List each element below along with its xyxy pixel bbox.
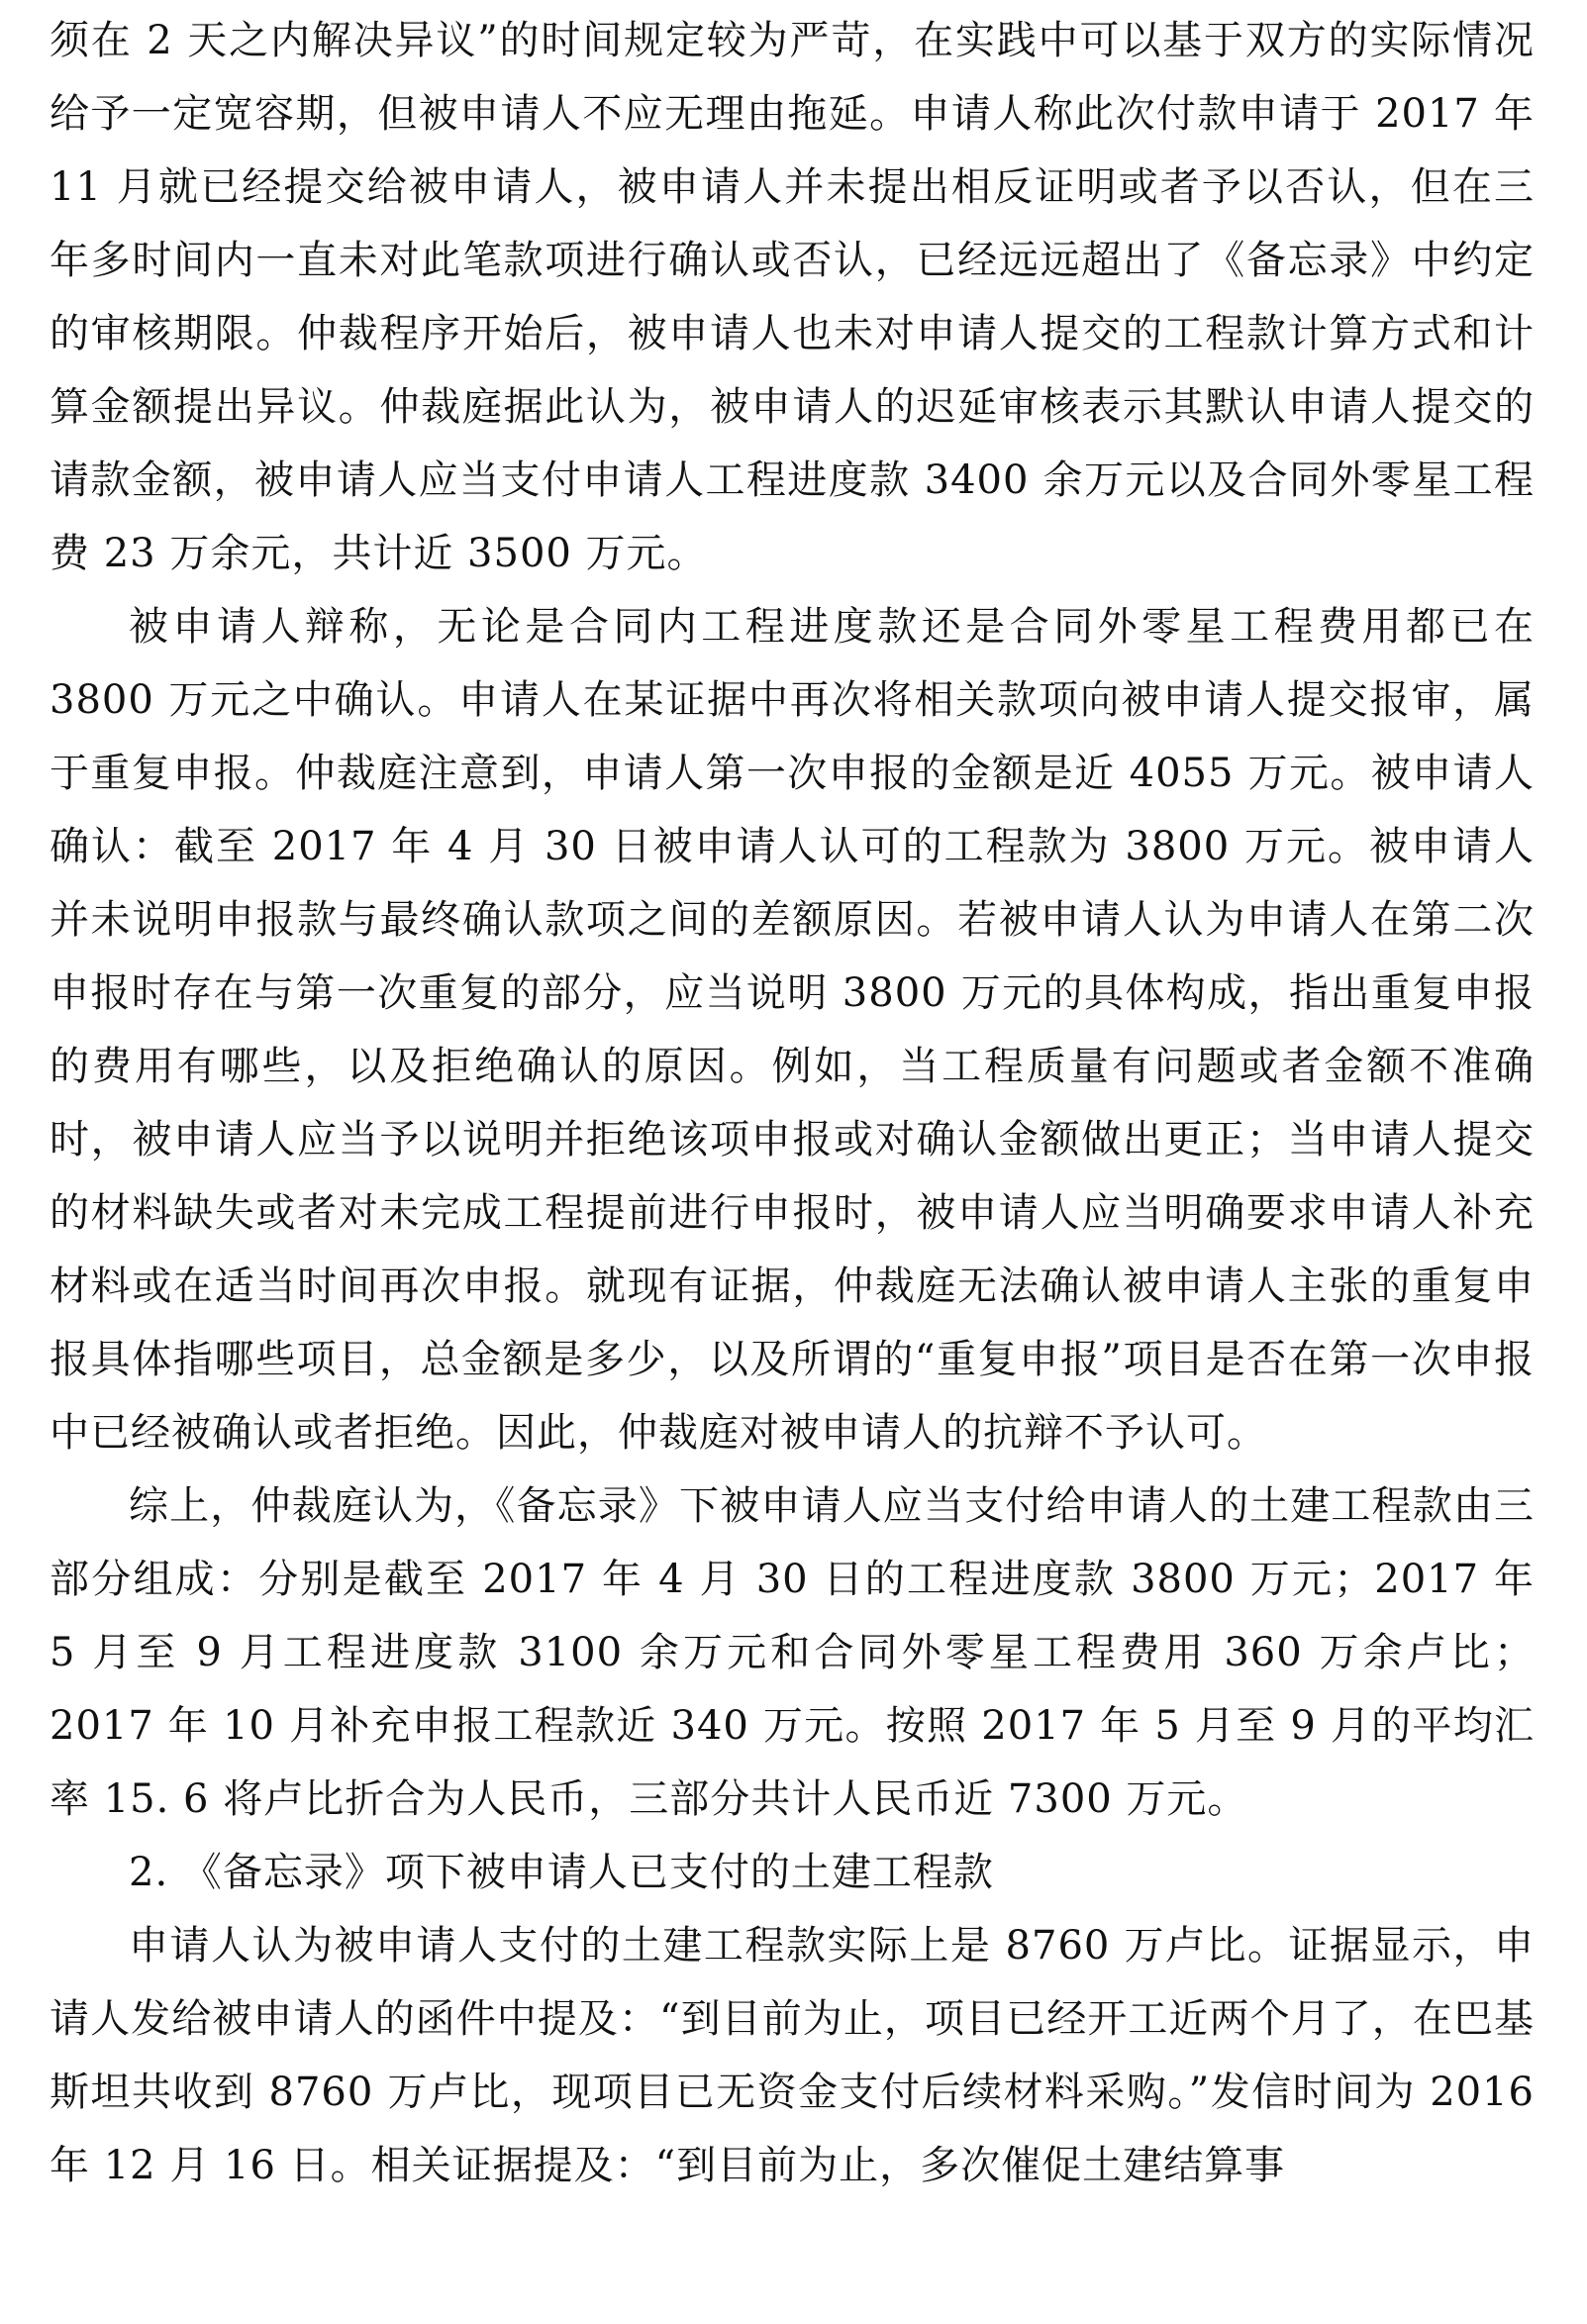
paragraph-2: 被申请人辩称，无论是合同内工程进度款还是合同外零星工程费用都已在 3800 万元之中确认。申请人在某证据中再次将相关款项向被申请人提交报审，属于重复申报。仲裁庭注意到，申请人第一次申报的金额是近 4055 万元。被申请人确认：截至 2017 年 4 月 30 日被申请人认可的工程款为 3800 万元。被申请人并未说明申报款与最终确认款项之间的差额原因。若被申请人认为申请人在第二次申报时存在与第一次重复的部分，应当说明 3800 万元的具体构成，指出重复申报的费用有哪些，以及拒绝确认的原因。例如，当工程质量有问题或者金额不准确时，被申请人应当予以说明并拒绝该项申报或对确认金额做出更正；当申请人提交的材料缺失或者对未完成工程提前进行申报时，被申请人应当明确要求申请人补充材料或在适当时间再次申报。就现有证据，仲裁庭无法确认被申请人主张的重复申报具体指哪些项目，总金额是多少，以及所谓的“重复申报”项目是否在第一次申报中已经被确认或者拒绝。因此，仲裁庭对被申请人的抗辩不予认可。 xyxy=(50,604,1535,1456)
document-body xyxy=(50,4,1535,2202)
section-heading: 2. 《备忘录》项下被申请人已支付的土建工程款 xyxy=(129,1850,994,1895)
paragraph-1: 须在 2 天之内解决异议”的时间规定较为严苛，在实践中可以基于双方的实际情况给予一定宽容期，但被申请人不应无理由拖延。申请人称此次付款申请于 2017 年 11 月就已经提交给被申请人，被申请人并未提出相反证明或者予以否认，但在三年多时间内一直未对此笔款项进行确认或否认，已经远远超出了《备忘录》中约定的审核期限。仲裁程序开始后，被申请人也未对申请人提交的工程款计算方式和计算金额提出异议。仲裁庭据此认为，被申请人的迟延审核表示其默认申请人提交的请款金额，被申请人应当支付申请人工程进度款 3400 余万元以及合同外零星工程费 23 万余元，共计近 3500 万元。 xyxy=(50,18,1535,576)
paragraph-4: 申请人认为被申请人支付的土建工程款实际上是 8760 万卢比。证据显示，申请人发给被申请人的函件中提及：“到目前为止，项目已经开工近两个月了，在巴基斯坦共收到 8760 万卢比，现项目已无资金支付后续材料采购。”发信时间为 2016 年 12 月 16 日。相关证据提及：“到目前为止，多次催促土建结算事 xyxy=(50,1923,1535,2188)
paragraph-3: 综上，仲裁庭认为，《备忘录》下被申请人应当支付给申请人的土建工程款由三部分组成：分别是截至 2017 年 4 月 30 日的工程进度款 3800 万元；2017 年 5 月至 9 月工程进度款 3100 余万元和合同外零星工程费用 360 万余卢比；2017 年 10 月补充申报工程款近 340 万元。按照 2017 年 5 月至 9 月的平均汇率 15. 6 将卢比折合为人民币，三部分共计人民币近 7300 万元。 xyxy=(50,1483,1535,1822)
